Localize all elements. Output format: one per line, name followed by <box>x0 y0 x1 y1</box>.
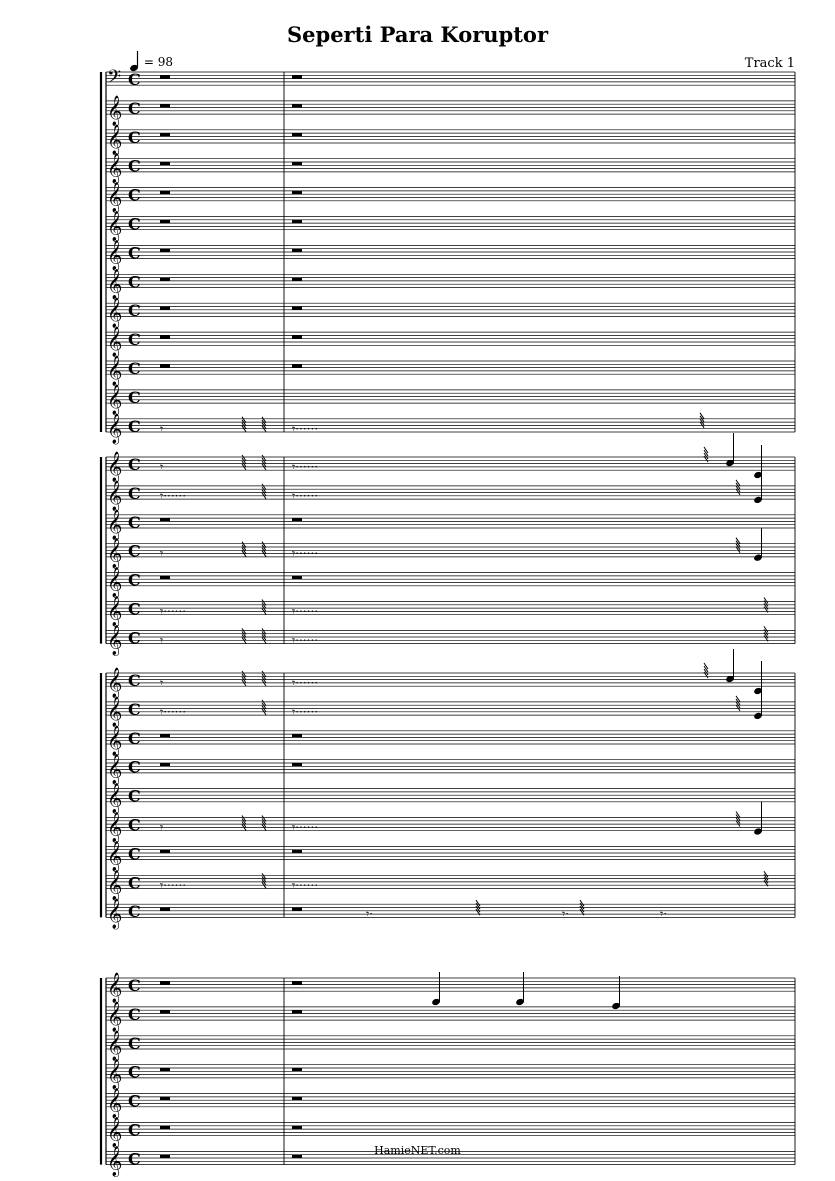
system-4 <box>101 972 795 1177</box>
treble-clef-icon: 𝄞 <box>107 596 123 627</box>
time-signature: C <box>128 1149 141 1169</box>
treble-clef-icon: 𝄞 <box>107 973 123 1003</box>
whole-rest <box>160 1097 170 1100</box>
eighth-rest: 𝄾······ <box>292 460 319 474</box>
staff <box>106 725 795 757</box>
treble-clef-icon: 𝄞 <box>107 240 123 271</box>
eighth-rest: 𝄾 <box>160 633 164 648</box>
time-signature: C <box>128 185 141 205</box>
bass-clef-icon: 𝄢 <box>107 67 122 92</box>
whole-rest <box>292 191 302 194</box>
whole-rest <box>160 908 170 911</box>
time-signature: C <box>128 70 141 89</box>
whole-rest <box>292 335 302 338</box>
treble-clef-icon: 𝄞 <box>107 356 123 386</box>
treble-clef-icon: 𝄞 <box>107 124 123 155</box>
eighth-rest: 𝄾· <box>366 907 374 922</box>
treble-clef-icon: 𝄞 <box>107 625 123 656</box>
whole-rest <box>292 1068 302 1071</box>
whole-rest <box>160 278 170 281</box>
staff <box>106 898 795 930</box>
time-signature: C <box>128 301 141 321</box>
eighth-rest: 𝄾 <box>160 421 164 436</box>
staff <box>106 1059 795 1091</box>
whole-rest <box>160 576 170 579</box>
staff <box>106 182 795 214</box>
treble-clef-icon: 𝄞 <box>107 509 123 540</box>
whole-rest <box>160 364 170 367</box>
whole-rest <box>160 75 170 78</box>
staff <box>106 1001 795 1033</box>
staff <box>106 433 795 483</box>
staff <box>106 869 795 901</box>
time-signature: C <box>128 127 141 147</box>
time-signature: C <box>128 455 141 474</box>
treble-clef-icon: 𝄞 <box>107 182 123 213</box>
time-signature: C <box>128 976 141 995</box>
time-signature: C <box>128 483 141 503</box>
time-signature: C <box>128 873 141 893</box>
staff <box>106 686 795 728</box>
eighth-rest: 𝄾· <box>562 907 570 922</box>
whole-rest <box>292 307 302 310</box>
time-signature: C <box>128 1004 141 1024</box>
staff <box>106 596 795 628</box>
time-signature: C <box>128 1091 141 1111</box>
whole-rest <box>292 1126 302 1129</box>
treble-clef-icon: 𝄞 <box>107 538 123 569</box>
treble-clef-icon: 𝄞 <box>107 153 123 184</box>
time-signature: C <box>128 757 141 777</box>
eighth-rest: 𝄾······ <box>292 633 319 648</box>
staff <box>106 67 795 92</box>
system-1 <box>101 67 795 445</box>
whole-rest <box>160 518 170 521</box>
treble-clef-icon: 𝄞 <box>107 327 123 358</box>
time-signature: C <box>128 671 141 690</box>
treble-clef-icon: 𝄞 <box>107 1001 123 1032</box>
time-signature: C <box>128 599 141 619</box>
treble-clef-icon: 𝄞 <box>107 899 123 930</box>
time-signature: C <box>128 387 141 407</box>
staff <box>106 783 795 815</box>
whole-rest <box>292 249 302 252</box>
whole-rest <box>292 763 302 766</box>
staff <box>106 124 795 156</box>
whole-rest <box>292 162 302 165</box>
time-signature: C <box>128 628 141 648</box>
whole-rest <box>292 850 302 853</box>
eighth-rest: 𝄾 <box>160 460 164 474</box>
eighth-rest: 𝄾······ <box>292 704 319 719</box>
score-title: Seperti Para Koruptor <box>286 22 549 47</box>
staff <box>106 1030 795 1062</box>
staff <box>106 802 795 844</box>
treble-clef-icon: 𝄞 <box>107 452 123 482</box>
staff <box>106 95 795 127</box>
time-signature: C <box>128 815 141 835</box>
time-signature: C <box>128 272 141 292</box>
time-signature: C <box>128 728 141 748</box>
time-signature: C <box>128 570 141 590</box>
time-signature: C <box>128 541 141 561</box>
whole-rest <box>292 364 302 367</box>
staff <box>106 413 795 445</box>
whole-rest <box>160 1126 170 1129</box>
staff <box>106 355 795 387</box>
eighth-rest: 𝄾······ <box>292 820 319 835</box>
eighth-rest: 𝄾······ <box>160 604 187 619</box>
treble-clef-icon: 𝄞 <box>107 841 123 872</box>
time-signature: C <box>128 512 141 532</box>
time-signature: C <box>128 902 141 922</box>
staff <box>106 528 795 570</box>
eighth-rest: 𝄾······ <box>292 421 319 436</box>
eighth-rest: 𝄾······ <box>160 878 187 893</box>
staff <box>106 972 795 1010</box>
whole-rest <box>160 162 170 165</box>
whole-rest <box>292 1097 302 1100</box>
time-signature: C <box>128 844 141 864</box>
treble-clef-icon: 𝄞 <box>107 211 123 242</box>
staff <box>106 326 795 358</box>
treble-clef-icon: 𝄞 <box>107 1088 123 1119</box>
staff <box>106 1088 795 1120</box>
treble-clef-icon: 𝄞 <box>107 725 123 756</box>
staff <box>106 1145 795 1177</box>
staff <box>106 470 795 512</box>
staff <box>106 384 795 416</box>
treble-clef-icon: 𝄞 <box>107 1117 123 1148</box>
whole-rest <box>160 763 170 766</box>
whole-rest <box>160 249 170 252</box>
treble-clef-icon: 𝄞 <box>107 870 123 901</box>
whole-rest <box>292 133 302 136</box>
staff <box>106 297 795 329</box>
time-signature: C <box>128 699 141 719</box>
treble-clef-icon: 𝄞 <box>107 480 123 511</box>
treble-clef-icon: 𝄞 <box>107 384 123 415</box>
whole-rest <box>160 191 170 194</box>
staff <box>106 1117 795 1149</box>
staff <box>106 840 795 872</box>
treble-clef-icon: 𝄞 <box>107 298 123 329</box>
time-signature: C <box>128 98 141 118</box>
whole-rest <box>160 335 170 338</box>
eighth-rest: 𝄾······ <box>292 604 319 619</box>
treble-clef-icon: 𝄞 <box>107 95 123 126</box>
whole-rest <box>292 1010 302 1013</box>
time-signature: C <box>128 330 141 350</box>
whole-rest <box>292 518 302 521</box>
time-signature: C <box>128 416 141 436</box>
time-signature: C <box>128 1120 141 1140</box>
whole-rest <box>160 307 170 310</box>
whole-rest <box>292 981 302 984</box>
whole-rest <box>160 1155 170 1158</box>
whole-rest <box>160 220 170 223</box>
time-signature: C <box>128 1033 141 1053</box>
treble-clef-icon: 𝄞 <box>107 269 123 300</box>
treble-clef-icon: 𝄞 <box>107 1059 123 1090</box>
whole-rest <box>160 734 170 737</box>
time-signature: C <box>128 786 141 806</box>
system-2 <box>101 433 795 656</box>
staff <box>106 624 795 656</box>
whole-rest <box>160 104 170 107</box>
whole-rest <box>160 981 170 984</box>
eighth-rest: 𝄾······ <box>292 878 319 893</box>
whole-rest <box>292 220 302 223</box>
eighth-rest: 𝄾······ <box>292 546 319 561</box>
eighth-rest: 𝄾······ <box>160 488 187 503</box>
eighth-rest: 𝄾······ <box>292 676 319 690</box>
treble-clef-icon: 𝄞 <box>107 696 123 727</box>
treble-clef-icon: 𝄞 <box>107 413 123 444</box>
eighth-rest: 𝄾 <box>160 676 164 690</box>
time-signature: C <box>128 214 141 234</box>
system-3 <box>101 649 795 930</box>
staff <box>106 153 795 185</box>
track-label: Track 1 <box>744 56 795 71</box>
eighth-rest: 𝄾 <box>160 820 164 835</box>
sixty-fourth-rest <box>704 663 708 678</box>
eighth-rest: 𝄾······ <box>292 488 319 503</box>
time-signature: C <box>128 243 141 263</box>
treble-clef-icon: 𝄞 <box>107 567 123 598</box>
time-signature: C <box>128 156 141 176</box>
treble-clef-icon: 𝄞 <box>107 783 123 814</box>
staff <box>106 211 795 243</box>
treble-clef-icon: 𝄞 <box>107 1146 123 1177</box>
whole-rest <box>160 1068 170 1071</box>
footer-credit: HamieNET.com <box>374 1144 461 1157</box>
whole-rest <box>292 576 302 579</box>
staff <box>106 567 795 599</box>
staff <box>106 754 795 786</box>
time-signature: C <box>128 359 141 378</box>
whole-rest <box>292 278 302 281</box>
staff <box>106 649 795 699</box>
staff <box>106 268 795 300</box>
time-signature: C <box>128 1062 141 1082</box>
staff <box>106 239 795 271</box>
whole-rest <box>160 1010 170 1013</box>
staff <box>106 509 795 541</box>
eighth-rest: 𝄾······ <box>160 704 187 719</box>
whole-rest <box>292 104 302 107</box>
whole-rest <box>292 75 302 78</box>
treble-clef-icon: 𝄞 <box>107 754 123 785</box>
treble-clef-icon: 𝄞 <box>107 1030 123 1061</box>
whole-rest <box>160 133 170 136</box>
whole-rest <box>292 908 302 911</box>
whole-rest <box>160 850 170 853</box>
sixty-fourth-rest <box>704 447 708 462</box>
treble-clef-icon: 𝄞 <box>107 812 123 843</box>
eighth-rest: 𝄾· <box>660 907 668 922</box>
whole-rest <box>292 1155 302 1158</box>
tempo-bpm: = 98 <box>143 55 173 69</box>
treble-clef-icon: 𝄞 <box>107 668 123 698</box>
eighth-rest: 𝄾 <box>160 546 164 561</box>
whole-rest <box>292 734 302 737</box>
